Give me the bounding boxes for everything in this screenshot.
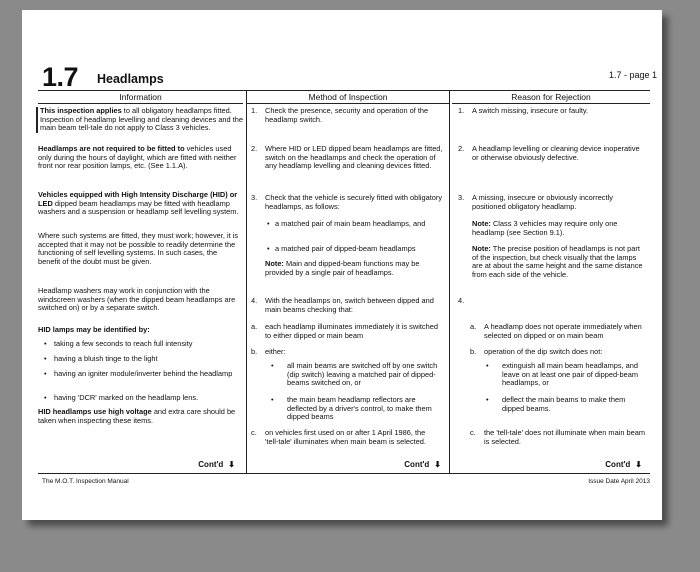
- footer-issue-date: Issue Date April 2013: [588, 478, 650, 485]
- method-header: Method of Inspection: [247, 91, 449, 104]
- section-number: 1.7: [42, 62, 79, 92]
- reason-continued: Cont'd ⬇: [605, 460, 642, 470]
- info-systems-fitted: Where such systems are fitted, they must work; however, it is accepted that it may not be possible to readily determine the functioning of self levelling systems. In such cases, the benefit of the doubt must be given.: [38, 231, 239, 266]
- arrow-down-icon: ⬇: [434, 460, 441, 470]
- reason-item-4c: c. the 'tell-tale' does not illuminate when main beam is selected.: [470, 428, 645, 446]
- information-header: Information: [38, 91, 243, 104]
- reason-header: Reason for Rejection: [452, 91, 650, 104]
- reason-note: Note: Class 3 vehicles may require only one headlamp (see Section 9.1).: [472, 219, 618, 237]
- reason-bullet: • extinguish all main beam headlamps, and leave on at least one pair of dipped-beam headlamps, or: [486, 361, 638, 388]
- hid-bullet: • having a bluish tinge to the light: [44, 354, 158, 363]
- method-continued: Cont'd ⬇: [404, 460, 441, 470]
- hid-bullet: • having 'DCR' marked on the headlamp lens.: [44, 393, 199, 402]
- hid-bullet: • taking a few seconds to reach full intensity: [44, 339, 193, 348]
- info-hid-equipped: Vehicles equipped with High Intensity Discharge (HID) or LED dipped beam headlamps may be fitted with headlamp washers and a suspension or headlamp self levelling system.: [38, 190, 239, 217]
- method-bullet: • a matched pair of main beam headlamps, and: [267, 219, 426, 228]
- info-not-required: Headlamps are not required to be fitted to vehicles used only during the hours of daylight, which are fitted with neither front nor rear position lamps, etc. (See 1.1.A).: [38, 144, 237, 171]
- section-title: Headlamps: [97, 72, 164, 86]
- footer-manual-name: The M.O.T. Inspection Manual: [42, 478, 129, 485]
- info-applies: This inspection applies to all obligatory headlamps fitted. Inspection of headlamp levelling and cleaning devices and the main beam tell-tale do not apply to Class 3 vehicles.: [36, 107, 243, 133]
- reason-column: Reason for Rejection 1. A switch missing, insecure or faulty. 2. A headlamp levelling or cleaning device inoperative or otherwise obviously defective. 3. A missing, insecure or obviously incorrectly positioned obligatory headlamp. Note: Class 3 vehicles may require only one headlamp (see Section 9.1). Note: The precise position of headlamps is not part of the inspection, but check visually that the lamps are at about the same height and the same distance from each side of the vehicle. 4. a. A headlamp does not operate immediately when selected on dipped or on main beam b. operation of the dip switch does not: • extinguish all main beam headlamps, and leave on at least one pair of dipped-beam headlamps, or • deflect the main beams to make them dipped beams. c. the 'tell-tale' does not illuminate when main beam is selected. Cont'd ⬇: [452, 91, 650, 473]
- method-item-4: 4. With the headlamps on, switch between dipped and main beams checking that:: [251, 296, 434, 314]
- method-item-1: 1. Check the presence, security and operation of the headlamp switch.: [251, 106, 429, 124]
- method-bullet: • the main beam headlamp reflectors are deflected by a driver's control, to make them dipped beams: [271, 395, 432, 422]
- method-item-4a: a. each headlamp illuminates immediately it is switched to either dipped or main beam: [251, 322, 438, 340]
- method-item-3: 3. Check that the vehicle is securely fitted with obligatory headlamps, as follows:: [251, 193, 443, 211]
- method-item-4c: c. on vehicles first used on or after 1 April 1986, the 'tell-tale' illuminates when main beam is selected.: [251, 428, 426, 446]
- arrow-down-icon: ⬇: [228, 460, 235, 470]
- reason-note: Note: The precise position of headlamps is not part of the inspection, but check visually that the lamps are at about the same height and the same distance from each side of the vehicle.: [472, 244, 643, 279]
- info-washers: Headlamp washers may work in conjunction with the windscreen washers (when the dipped beam headlamps are switched on) or by a separate switch.: [38, 286, 236, 313]
- reason-item-2: 2. A headlamp levelling or cleaning device inoperative or otherwise obviously defective.: [458, 144, 640, 162]
- method-item-2: 2. Where HID or LED dipped beam headlamps are fitted, switch on the headlamps and check the operation of any headlamp levelling and cleaning devices fitted.: [251, 144, 443, 171]
- reason-item-1: 1. A switch missing, insecure or faulty.: [458, 106, 589, 115]
- inspection-table: [38, 90, 650, 474]
- hid-bullet: • having an igniter module/inverter behind the headlamp: [44, 369, 233, 378]
- reason-item-3: 3. A missing, insecure or obviously incorrectly positioned obligatory headlamp.: [458, 193, 613, 211]
- info-hid-identified: HID lamps may be identified by:: [38, 325, 150, 334]
- manual-page: [22, 10, 662, 520]
- reason-item-4a: a. A headlamp does not operate immediately when selected on dipped or on main beam: [470, 322, 642, 340]
- arrow-down-icon: ⬇: [635, 460, 642, 470]
- information-column: [38, 91, 243, 473]
- method-bullet: • all main beams are switched off by one switch (dip switch) leaving a matched pair of dipped-beams switched on, or: [271, 361, 438, 388]
- method-column: [246, 91, 450, 473]
- method-bullet: • a matched pair of dipped-beam headlamps: [267, 244, 416, 253]
- info-high-voltage: HID headlamps use high voltage and extra care should be taken when inspecting these items.: [38, 407, 236, 425]
- information-continued: Cont'd ⬇: [198, 460, 235, 470]
- page-reference: 1.7 - page 1: [608, 70, 657, 80]
- reason-bullet: • deflect the main beams to make them dipped beams.: [486, 395, 626, 413]
- method-item-4b: b. either:: [251, 347, 286, 356]
- method-note: Note: Main and dipped-beam functions may be provided by a single pair of headlamps.: [265, 259, 420, 277]
- reason-item-4b: b. operation of the dip switch does not:: [470, 347, 603, 356]
